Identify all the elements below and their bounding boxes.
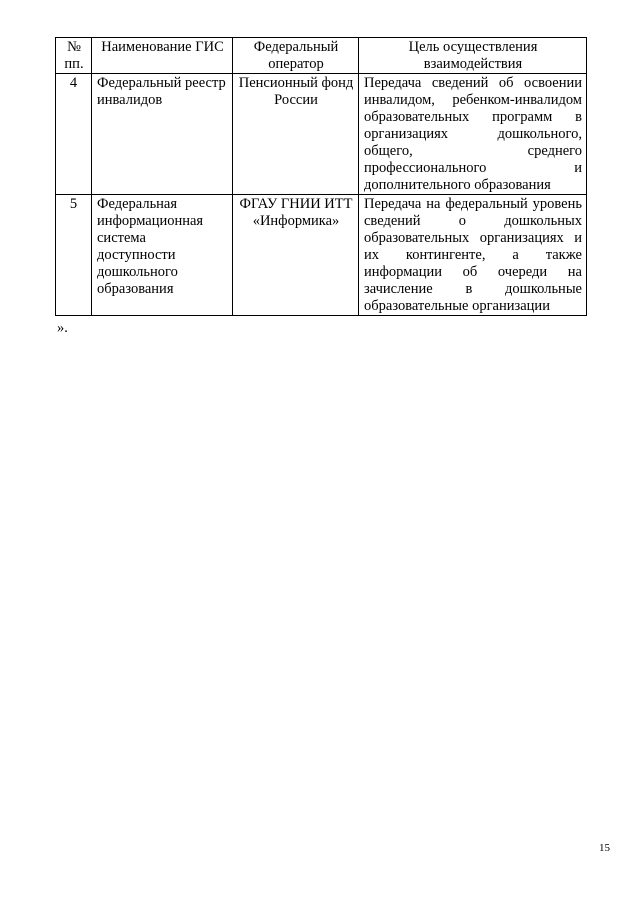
closing-quote-mark: ». [57,320,68,336]
row-gis-name: Федеральный реестр инвалидов [92,74,233,195]
table-row [56,74,587,195]
header-gis-name: Наименование ГИС [92,38,233,74]
row-interaction-purpose: Передача сведений об освоении инвалидом, ребенком-инвалидом образовательных программ в организациях дошкольного, общего, среднего профессионального и дополнительного образования [359,74,587,195]
page-number: 15 [599,842,610,854]
row-gis-name: Федеральная информационная система доступности дошкольного образования [92,195,233,316]
header-number: № пп. [56,38,92,74]
table-row [56,195,587,316]
table-header-row [56,38,587,74]
row-federal-operator: Пенсионный фонд России [233,74,359,195]
row-number: 4 [56,74,92,195]
row-number: 5 [56,195,92,316]
row-interaction-purpose: Передача на федеральный уровень сведений о дошкольных образовательных организациях и их контингенте, а также информации об очереди на зачисление в дошкольные образовательные организации [359,195,587,316]
gis-interaction-table [55,37,587,316]
header-federal-operator: Федеральный оператор [233,38,359,74]
row-federal-operator: ФГАУ ГНИИ ИТТ «Информика» [233,195,359,316]
header-interaction-purpose: Цель осуществления взаимодействия [359,38,587,74]
